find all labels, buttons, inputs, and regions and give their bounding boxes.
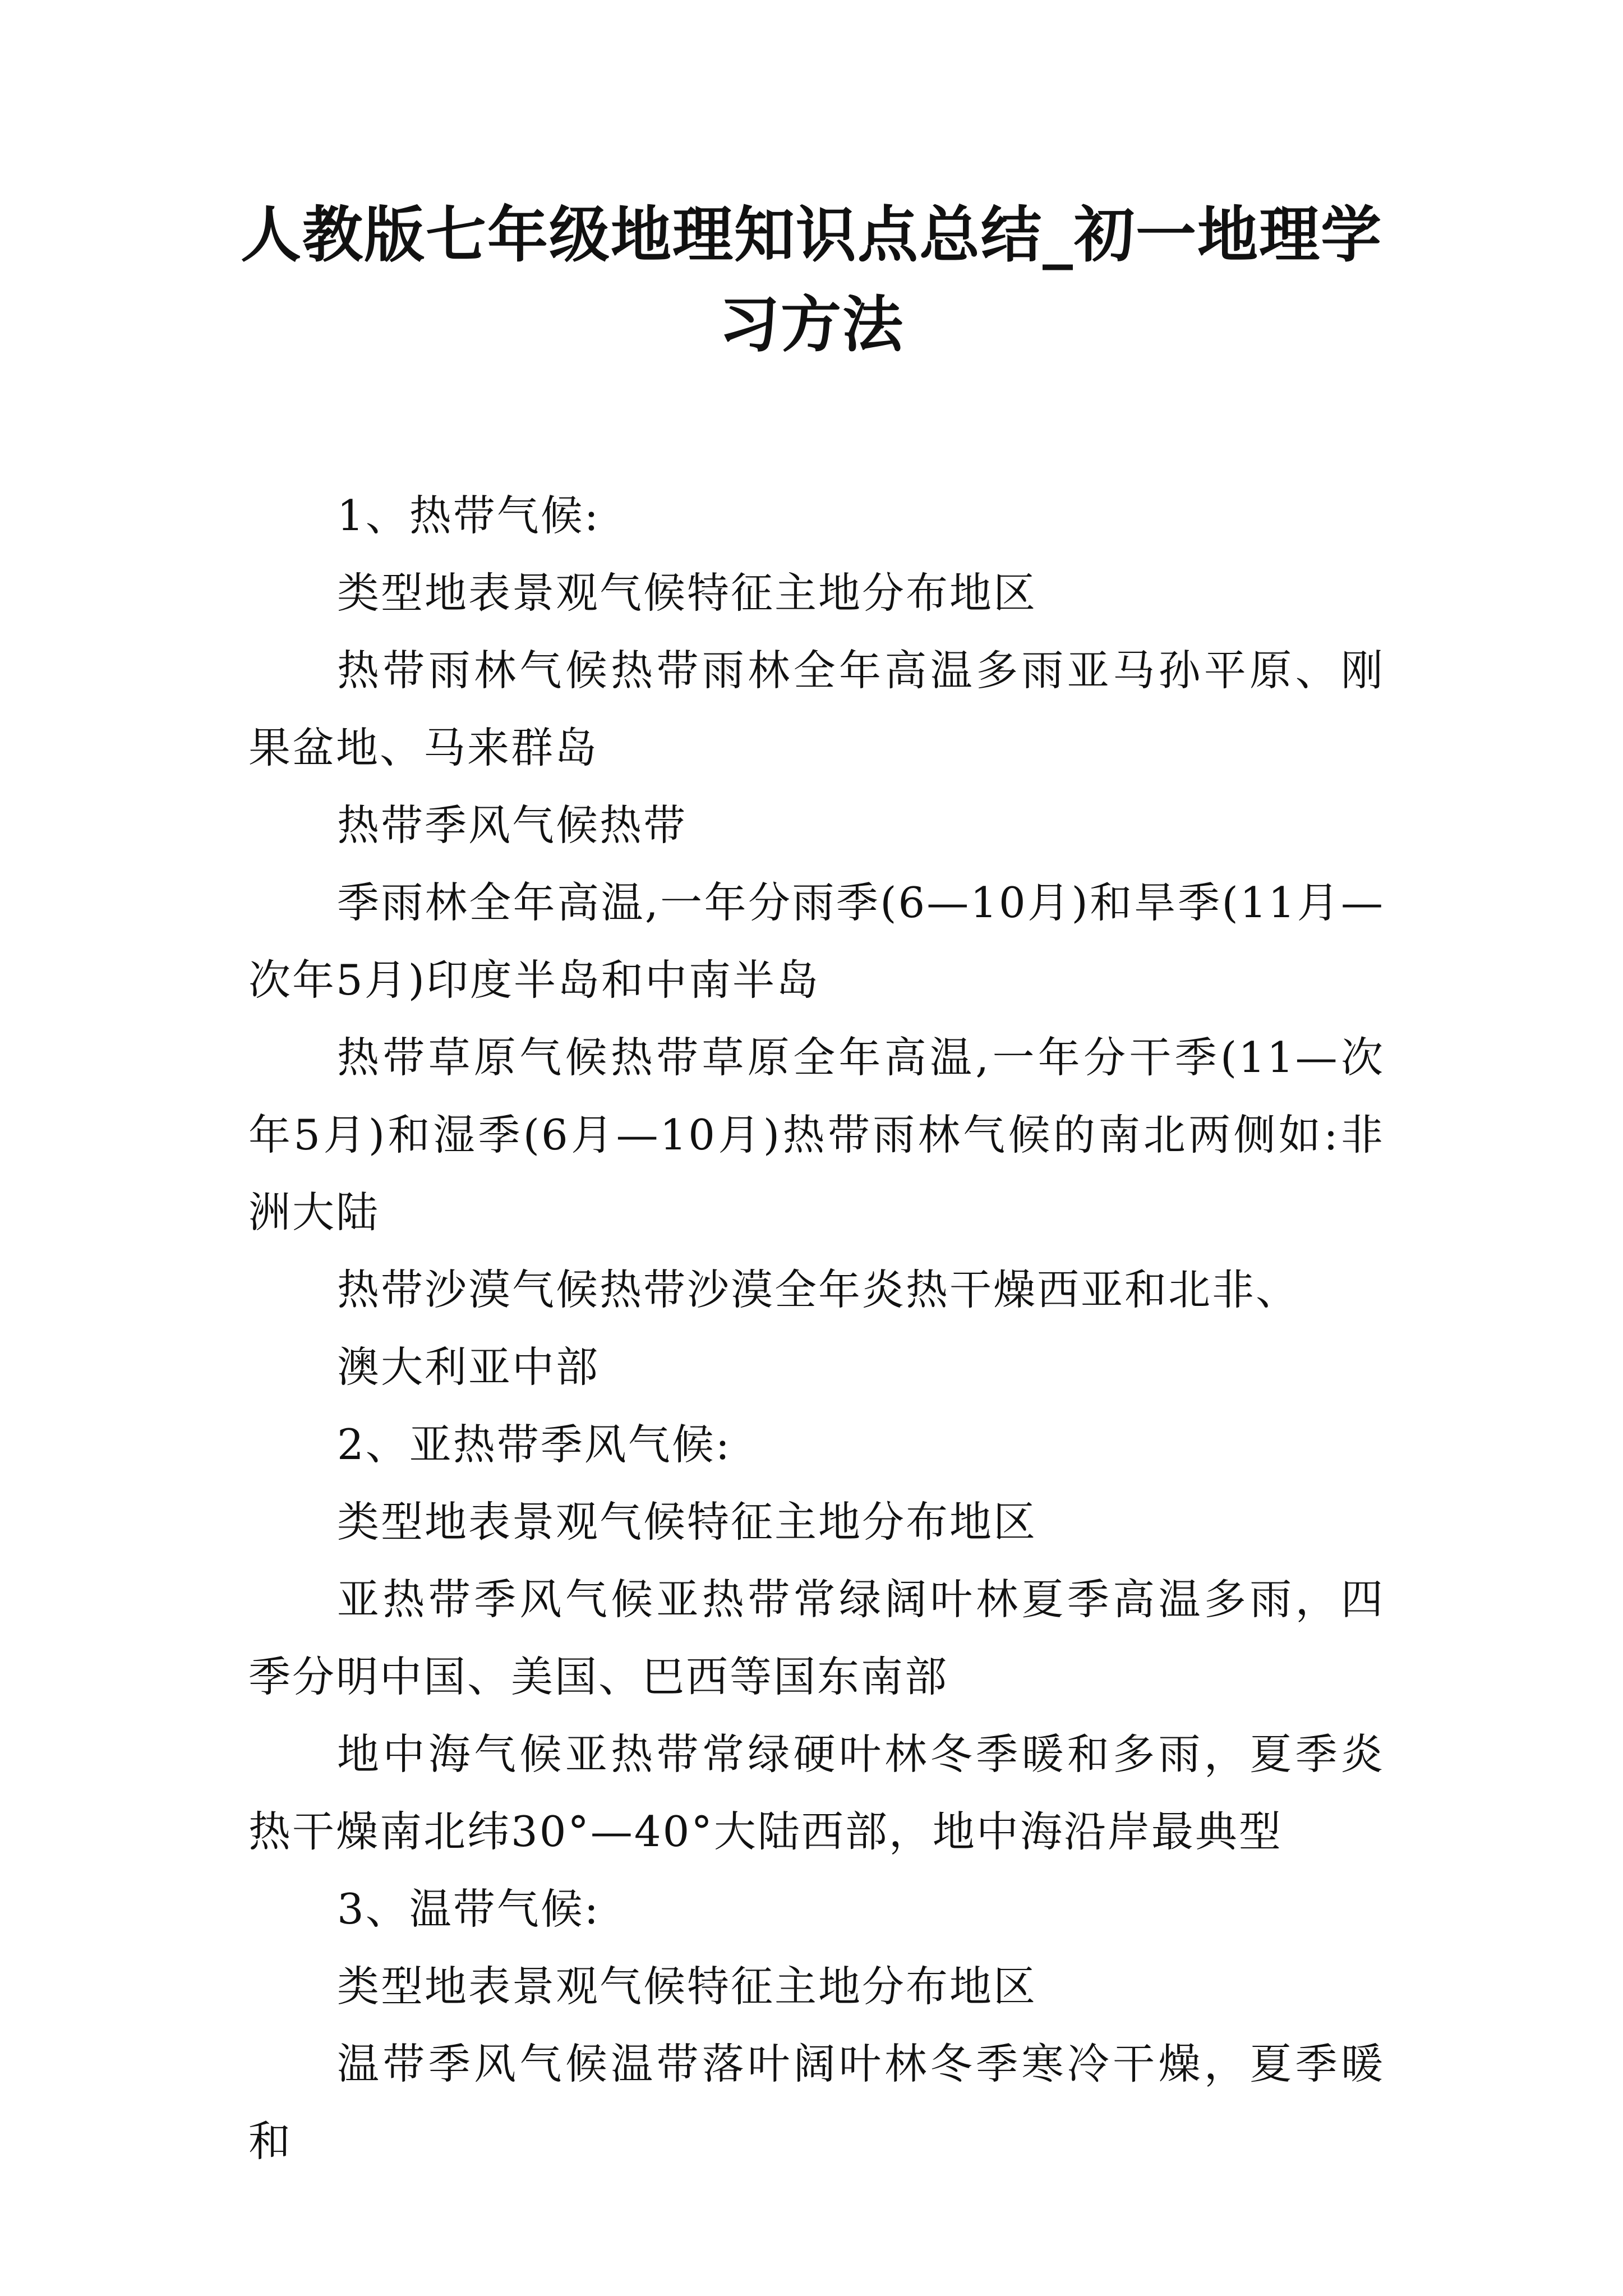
paragraph: 热带季风气候热带 xyxy=(337,800,688,850)
paragraph: 季雨林全年高温,一年分雨季(6—10月)和旱季(11月—次年5月)印度半岛和中南半岛 xyxy=(248,878,1385,1005)
paragraph: 地中海气候亚热带常绿硬叶林冬季暖和多雨，夏季炎热干燥南北纬30°—40°大陆西部，地中海沿岸最典型 xyxy=(248,1729,1385,1856)
paragraph: 1、热带气候: xyxy=(337,491,600,540)
document-body xyxy=(248,477,1385,2180)
paragraph: 热带草原气候热带草原全年高温,一年分干季(11—次年5月)和湿季(6月—10月)热带雨林气候的南北两侧如:非洲大陆 xyxy=(248,1033,1385,1237)
paragraph: 热带雨林气候热带雨林全年高温多雨亚马孙平原、刚果盆地、马来群岛 xyxy=(248,646,1385,772)
paragraph: 热带沙漠气候热带沙漠全年炎热干燥西亚和北非、 xyxy=(337,1265,1300,1314)
paragraph: 2、亚热带季风气候: xyxy=(337,1420,731,1469)
paragraph: 3、温带气候: xyxy=(337,1884,600,1934)
document-title: 人教版七年级地理知识点总结_初一地理学习方法 xyxy=(240,200,1382,360)
paragraph: 亚热带季风气候亚热带常绿阔叶林夏季高温多雨，四季分明中国、美国、巴西等国东南部 xyxy=(248,1575,1385,1701)
paragraph: 类型地表景观气候特征主地分布地区 xyxy=(337,568,1038,618)
paragraph: 类型地表景观气候特征主地分布地区 xyxy=(337,1962,1038,2011)
paragraph: 类型地表景观气候特征主地分布地区 xyxy=(337,1497,1038,1547)
paragraph: 温带季风气候温带落叶阔叶林冬季寒冷干燥，夏季暖和 xyxy=(248,2039,1385,2166)
paragraph: 澳大利亚中部 xyxy=(337,1342,600,1392)
